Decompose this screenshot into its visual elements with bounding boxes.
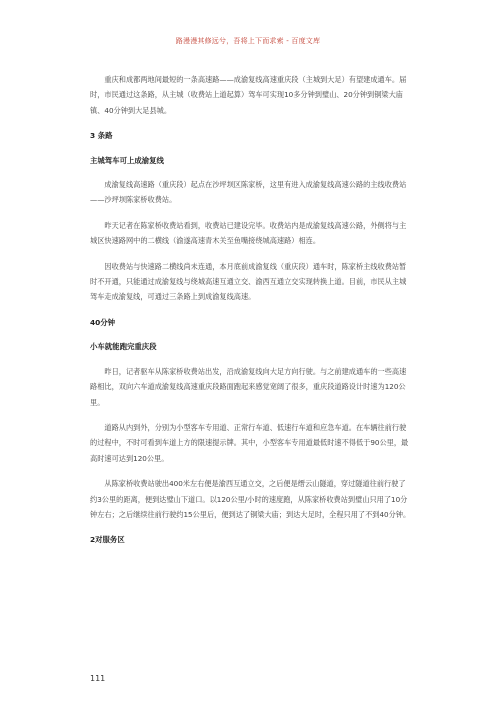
section-heading: 2对服务区 xyxy=(90,535,125,545)
paragraph: 因收费站与快速路二横线尚未连通，本月底前成渝复线（重庆段）通车时，陈家桥主线收费站暂时不开通，只能通过成渝复线与绕城高速互通立交、渝西互通立交实现转换上道。目前，市民从主城驾车走成渝复线，可通过三条路上到成渝复线高速。 xyxy=(90,261,407,302)
header-note: 路漫漫其修远兮，吾将上下而求索 - 百度文库 xyxy=(175,37,321,45)
document-body xyxy=(90,72,412,557)
paragraph: 昨日，记者驱车从陈家桥收费站出发，沿成渝复线向大足方向行驶。与之前建成通车的一些高速路相比，双向六车道成渝复线高速重庆段路面跑起来感觉宽阔了很多，重庆段道路设计时速为120公里。 xyxy=(90,366,407,407)
paragraph: 重庆和成都两地间最短的一条高速路——成渝复线高速重庆段（主城到大足）有望建成通车。届时，市民通过这条路，从主城（收费站上道起算）驾车可实现10多分钟到璧山、20分钟到铜梁大庙镇、40分钟到大足县城。 xyxy=(90,75,407,115)
paragraph: 道路从内到外，分别为小型客车专用道、正常行车道、低速行车道和应急车道。在车辆往前行驶的过程中，不时可看到车道上方的限速提示牌。其中，小型客车专用道最低时速不得低于90公里，最高时速可达到120公里。 xyxy=(90,422,409,463)
section-heading: 3 条路 xyxy=(90,131,113,141)
paragraph: 从陈家桥收费站驶出400米左右便是渝西互通立交，之后便是缙云山隧道，穿过隧道往前行驶了约3公里的距离，便到达璧山下道口。以120公里/小时的速度跑，从陈家桥收费站到璧山只用了10分钟左右；之后继续往前行驶约15公里后，便到达了铜梁大庙；到达大足时，全程只用了不到40分钟。 xyxy=(90,479,411,519)
section-subheading: 小车就能跑完重庆段 xyxy=(90,342,157,352)
paragraph: 成渝复线高速路（重庆段）起点在沙坪坝区陈家桥，这里有进入成渝复线高速公路的主线收费站——沙坪坝陈家桥收费站。 xyxy=(90,180,407,205)
paragraph: 昨天记者在陈家桥收费站看到，收费站已建设完毕。收费站内是成渝复线高速公路，外侧将与主城区快速路网中的二横线（渝遂高速青木关至鱼嘴接绕城高速路）相连。 xyxy=(90,220,407,246)
section-subheading: 主城驾车可上成渝复线 xyxy=(90,155,164,165)
page-number: 111 xyxy=(90,674,106,683)
section-heading: 40分钟 xyxy=(90,317,116,327)
